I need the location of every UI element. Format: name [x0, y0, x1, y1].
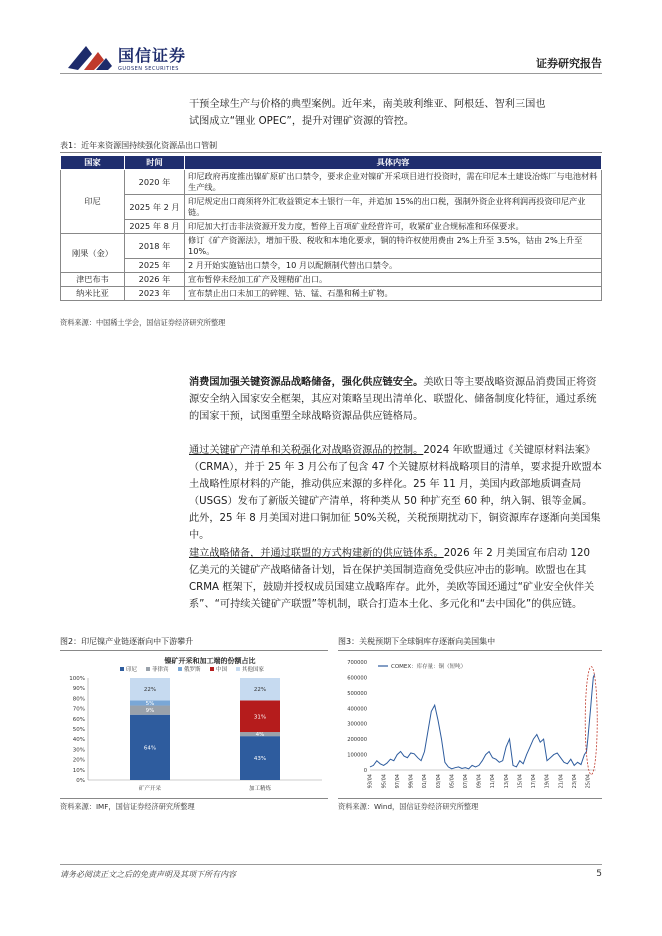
data-label: 4% — [255, 732, 265, 739]
y-tick-label: 300000 — [347, 721, 367, 728]
y-tick-label: 200000 — [347, 737, 367, 744]
brand-name: 国信证券 — [118, 46, 187, 65]
brand-name-en: GUOSEN SECURITIES — [118, 66, 179, 72]
table-row — [61, 273, 602, 287]
paragraph-alliances — [189, 545, 602, 613]
paragraph-body: 2024 年欧盟通过《关键原材料法案》（CRMA），并于 25 年 3 月公布了包含 47 个关键原材料战略项目的清单，要求提升欧盟本土战略性原材料的产能，推动供应来源的多样化。25 年 11 月，美国内政部地质调查局（USGS）发布了新版关键矿产清单，将种类从 50 种扩充至 60 种，纳入铜、银等金属。此外，25 年 8 月美国对进口铜加征 50%关税，关税预期扰动下，铜资源库存逐渐向美国集中。 — [189, 445, 602, 541]
table-cell-country: 津巴布韦 — [61, 273, 125, 287]
x-tick-label: 01/04 — [422, 774, 429, 789]
chart-title: 镍矿开采和加工端的份额占比 — [164, 657, 256, 665]
x-tick-label: 21/04 — [558, 774, 565, 789]
figure2-chart — [60, 652, 328, 798]
x-tick-label: 97/04 — [394, 774, 401, 789]
table-title: 表1：近年来资源国持续强化资源品出口管制 — [60, 141, 218, 150]
table-row — [61, 220, 602, 234]
paragraph-lead-underline: 通过关键矿产清单和关税强化对战略资源品的控制。 — [189, 445, 424, 456]
legend-swatch — [236, 667, 240, 671]
x-tick-label: 11/04 — [490, 774, 497, 789]
y-tick-label: 0 — [363, 768, 367, 774]
footer-disclaimer: 请务必阅读正文之后的免责声明及其项下所有内容 — [60, 870, 236, 879]
figure3-title-divider — [338, 650, 602, 651]
legend-label: 中国 — [216, 667, 228, 673]
data-label: 64% — [143, 745, 157, 752]
page-number: 5 — [596, 869, 602, 879]
y-tick-label: 100000 — [347, 752, 367, 759]
table-row — [61, 287, 602, 301]
table-header-content: 具体内容 — [185, 156, 602, 170]
export-control-table — [60, 155, 602, 301]
x-tick-label: 加工精炼 — [248, 786, 272, 792]
paragraph-critical-minerals — [189, 442, 602, 544]
table-cell-time: 2023 年 — [125, 287, 185, 301]
intro-paragraph — [189, 96, 602, 130]
y-tick-label: 80% — [72, 696, 85, 703]
figure3-chart — [338, 652, 602, 798]
intro-line-1: 干预全球生产与价格的典型案例。近年来，南美玻利维亚、阿根廷、智利三国也 — [189, 99, 546, 110]
intro-line-2: 试图成立“锂业 OPEC”，提升对锂矿资源的管控。 — [189, 116, 415, 127]
table-cell-content: 印尼加大打击非法资源开发力度，暂停上百项矿业经营许可，收紧矿业合规标准和环保要求。 — [185, 220, 602, 234]
table-cell-time: 2025 年 8 月 — [125, 220, 185, 234]
x-tick-label: 13/04 — [503, 774, 510, 789]
y-tick-label: 600000 — [347, 675, 367, 682]
figure2-source: 资料来源：IMF，国信证券经济研究所整理 — [60, 802, 195, 811]
header-divider — [60, 73, 602, 74]
table-cell-time: 2025 年 2 月 — [125, 195, 185, 220]
y-tick-label: 10% — [72, 767, 85, 774]
x-tick-label: 95/04 — [381, 774, 388, 789]
y-tick-label: 20% — [72, 757, 85, 764]
table-row — [61, 170, 602, 195]
data-label: 31% — [253, 714, 267, 721]
y-tick-label: 500000 — [347, 690, 367, 697]
x-tick-label: 07/04 — [463, 774, 470, 789]
x-tick-label: 05/04 — [449, 774, 456, 789]
paragraph-lead-underline: 建立战略储备，并通过联盟的方式构建新的供应链体系。 — [189, 548, 444, 559]
table-cell-time: 2018 年 — [125, 234, 185, 259]
table-cell-content: 宣布禁止出口未加工的碎锂、钴、锰、石墨和稀土矿物。 — [185, 287, 602, 301]
y-tick-label: 400000 — [347, 706, 367, 713]
y-tick-label: 0% — [76, 778, 85, 784]
table-cell-time: 2025 年 — [125, 259, 185, 273]
x-tick-label: 23/04 — [571, 774, 578, 789]
table-cell-content: 印尼规定出口商须将外汇收益锁定本土银行一年，并追加 15%的出口税，强制外资企业将利润再投资印尼产业链。 — [185, 195, 602, 220]
x-tick-label: 09/04 — [476, 774, 483, 789]
y-tick-label: 70% — [72, 706, 85, 713]
x-tick-label: 19/04 — [544, 774, 551, 789]
table-cell-content: 印尼政府再度推出镍矿原矿出口禁令，要求企业对镍矿开采项目进行投资时，需在印尼本土建设冶炼厂与电池材料生产线。 — [185, 170, 602, 195]
x-tick-label: 矿产开采 — [138, 786, 162, 792]
table-source: 资料来源：中国稀土学会，国信证券经济研究所整理 — [60, 318, 226, 327]
legend-label: 印尼 — [126, 667, 138, 673]
legend-swatch — [210, 667, 214, 671]
x-tick-label: 99/04 — [408, 774, 415, 789]
paragraph-body: 美欧日等主要战略资源品消费国正将资源安全纳入国家安全框架，其应对策略呈现出清单化、联盟化、储备制度化特征，通过系统的国家干预，试图重塑全球战略资源品供应链格局。 — [189, 377, 597, 422]
table-row — [61, 259, 602, 273]
paragraph-lead-bold: 消费国加强关键资源品战略储备，强化供应链安全。 — [189, 377, 424, 388]
brand-logo — [66, 42, 114, 72]
y-tick-label: 60% — [72, 716, 85, 723]
table-title-divider — [60, 152, 602, 153]
legend-label: 菲律宾 — [152, 667, 169, 673]
table-cell-time: 2020 年 — [125, 170, 185, 195]
table-cell-country: 印尼 — [61, 170, 125, 234]
copper-inventory-line — [370, 674, 595, 769]
document-type: 证券研究报告 — [536, 57, 602, 70]
y-tick-label: 700000 — [347, 660, 367, 666]
table-cell-content: 2 月开始实施钴出口禁令，10 月以配额制代替出口禁令。 — [185, 259, 602, 273]
y-tick-label: 30% — [72, 747, 85, 754]
table-cell-country: 纳米比亚 — [61, 287, 125, 301]
table-cell-content: 修订《矿产资源法》，增加干股、税收和本地化要求，铜的特许权使用费由 2%上升至 3.5%，钴由 2%上升至 10%。 — [185, 234, 602, 259]
data-label: 22% — [143, 687, 157, 694]
legend-label: 其他国家 — [242, 667, 265, 673]
figure2-bottom-divider — [60, 798, 328, 799]
x-tick-label: 03/04 — [435, 774, 442, 789]
figure3-title: 图3：关税预期下全球铜库存逐渐向美国集中 — [338, 637, 496, 646]
paragraph-strategic-reserve — [189, 374, 602, 425]
table-cell-content: 宣布暂停未经加工矿产及锂精矿出口。 — [185, 273, 602, 287]
figure3-bottom-divider — [338, 798, 602, 799]
legend-label: 俄罗斯 — [184, 667, 201, 673]
paragraph-body: 2026 年 2 月美国宣布启动 120 亿美元的关键矿产战略储备计划，旨在保护美国制造商免受供应冲击的影响。欧盟也在其 CRMA 框架下，鼓励并授权成员国建立战略库存。此外，美欧等国还通过“矿业安全伙伴关系”、“可持续关键矿产联盟”等机制，联合打造本土化、多元化和“去中国化”的供应链。 — [189, 548, 595, 610]
y-tick-label: 100% — [69, 676, 85, 682]
x-tick-label: 93/04 — [367, 774, 374, 789]
data-label: 9% — [145, 708, 155, 715]
table-header-country: 国家 — [61, 156, 125, 170]
x-tick-label: 25/04 — [585, 774, 592, 789]
x-tick-label: 17/04 — [531, 774, 538, 789]
legend-swatch — [178, 667, 182, 671]
y-tick-label: 50% — [72, 727, 85, 733]
y-tick-label: 40% — [72, 737, 85, 744]
figure3-source: 资料来源：Wind，国信证券经济研究所整理 — [338, 802, 479, 811]
data-label: 5% — [145, 700, 155, 707]
highlight-ellipse — [585, 667, 597, 775]
legend-swatch — [146, 667, 150, 671]
figure2-title-divider — [60, 650, 328, 651]
data-label: 22% — [253, 687, 267, 694]
table-header-time: 时间 — [125, 156, 185, 170]
legend-label: COMEX：库存量：铜（短吨） — [391, 664, 467, 670]
table-row — [61, 195, 602, 220]
table-cell-time: 2026 年 — [125, 273, 185, 287]
table-row — [61, 234, 602, 259]
table-cell-country: 刚果（金） — [61, 234, 125, 273]
y-tick-label: 90% — [72, 686, 85, 693]
data-label: 43% — [253, 756, 267, 763]
figure2-title: 图2：印尼镍产业链逐渐向中下游攀升 — [60, 637, 194, 646]
x-tick-label: 15/04 — [517, 774, 524, 789]
footer-divider — [60, 864, 602, 865]
legend-swatch — [120, 667, 124, 671]
